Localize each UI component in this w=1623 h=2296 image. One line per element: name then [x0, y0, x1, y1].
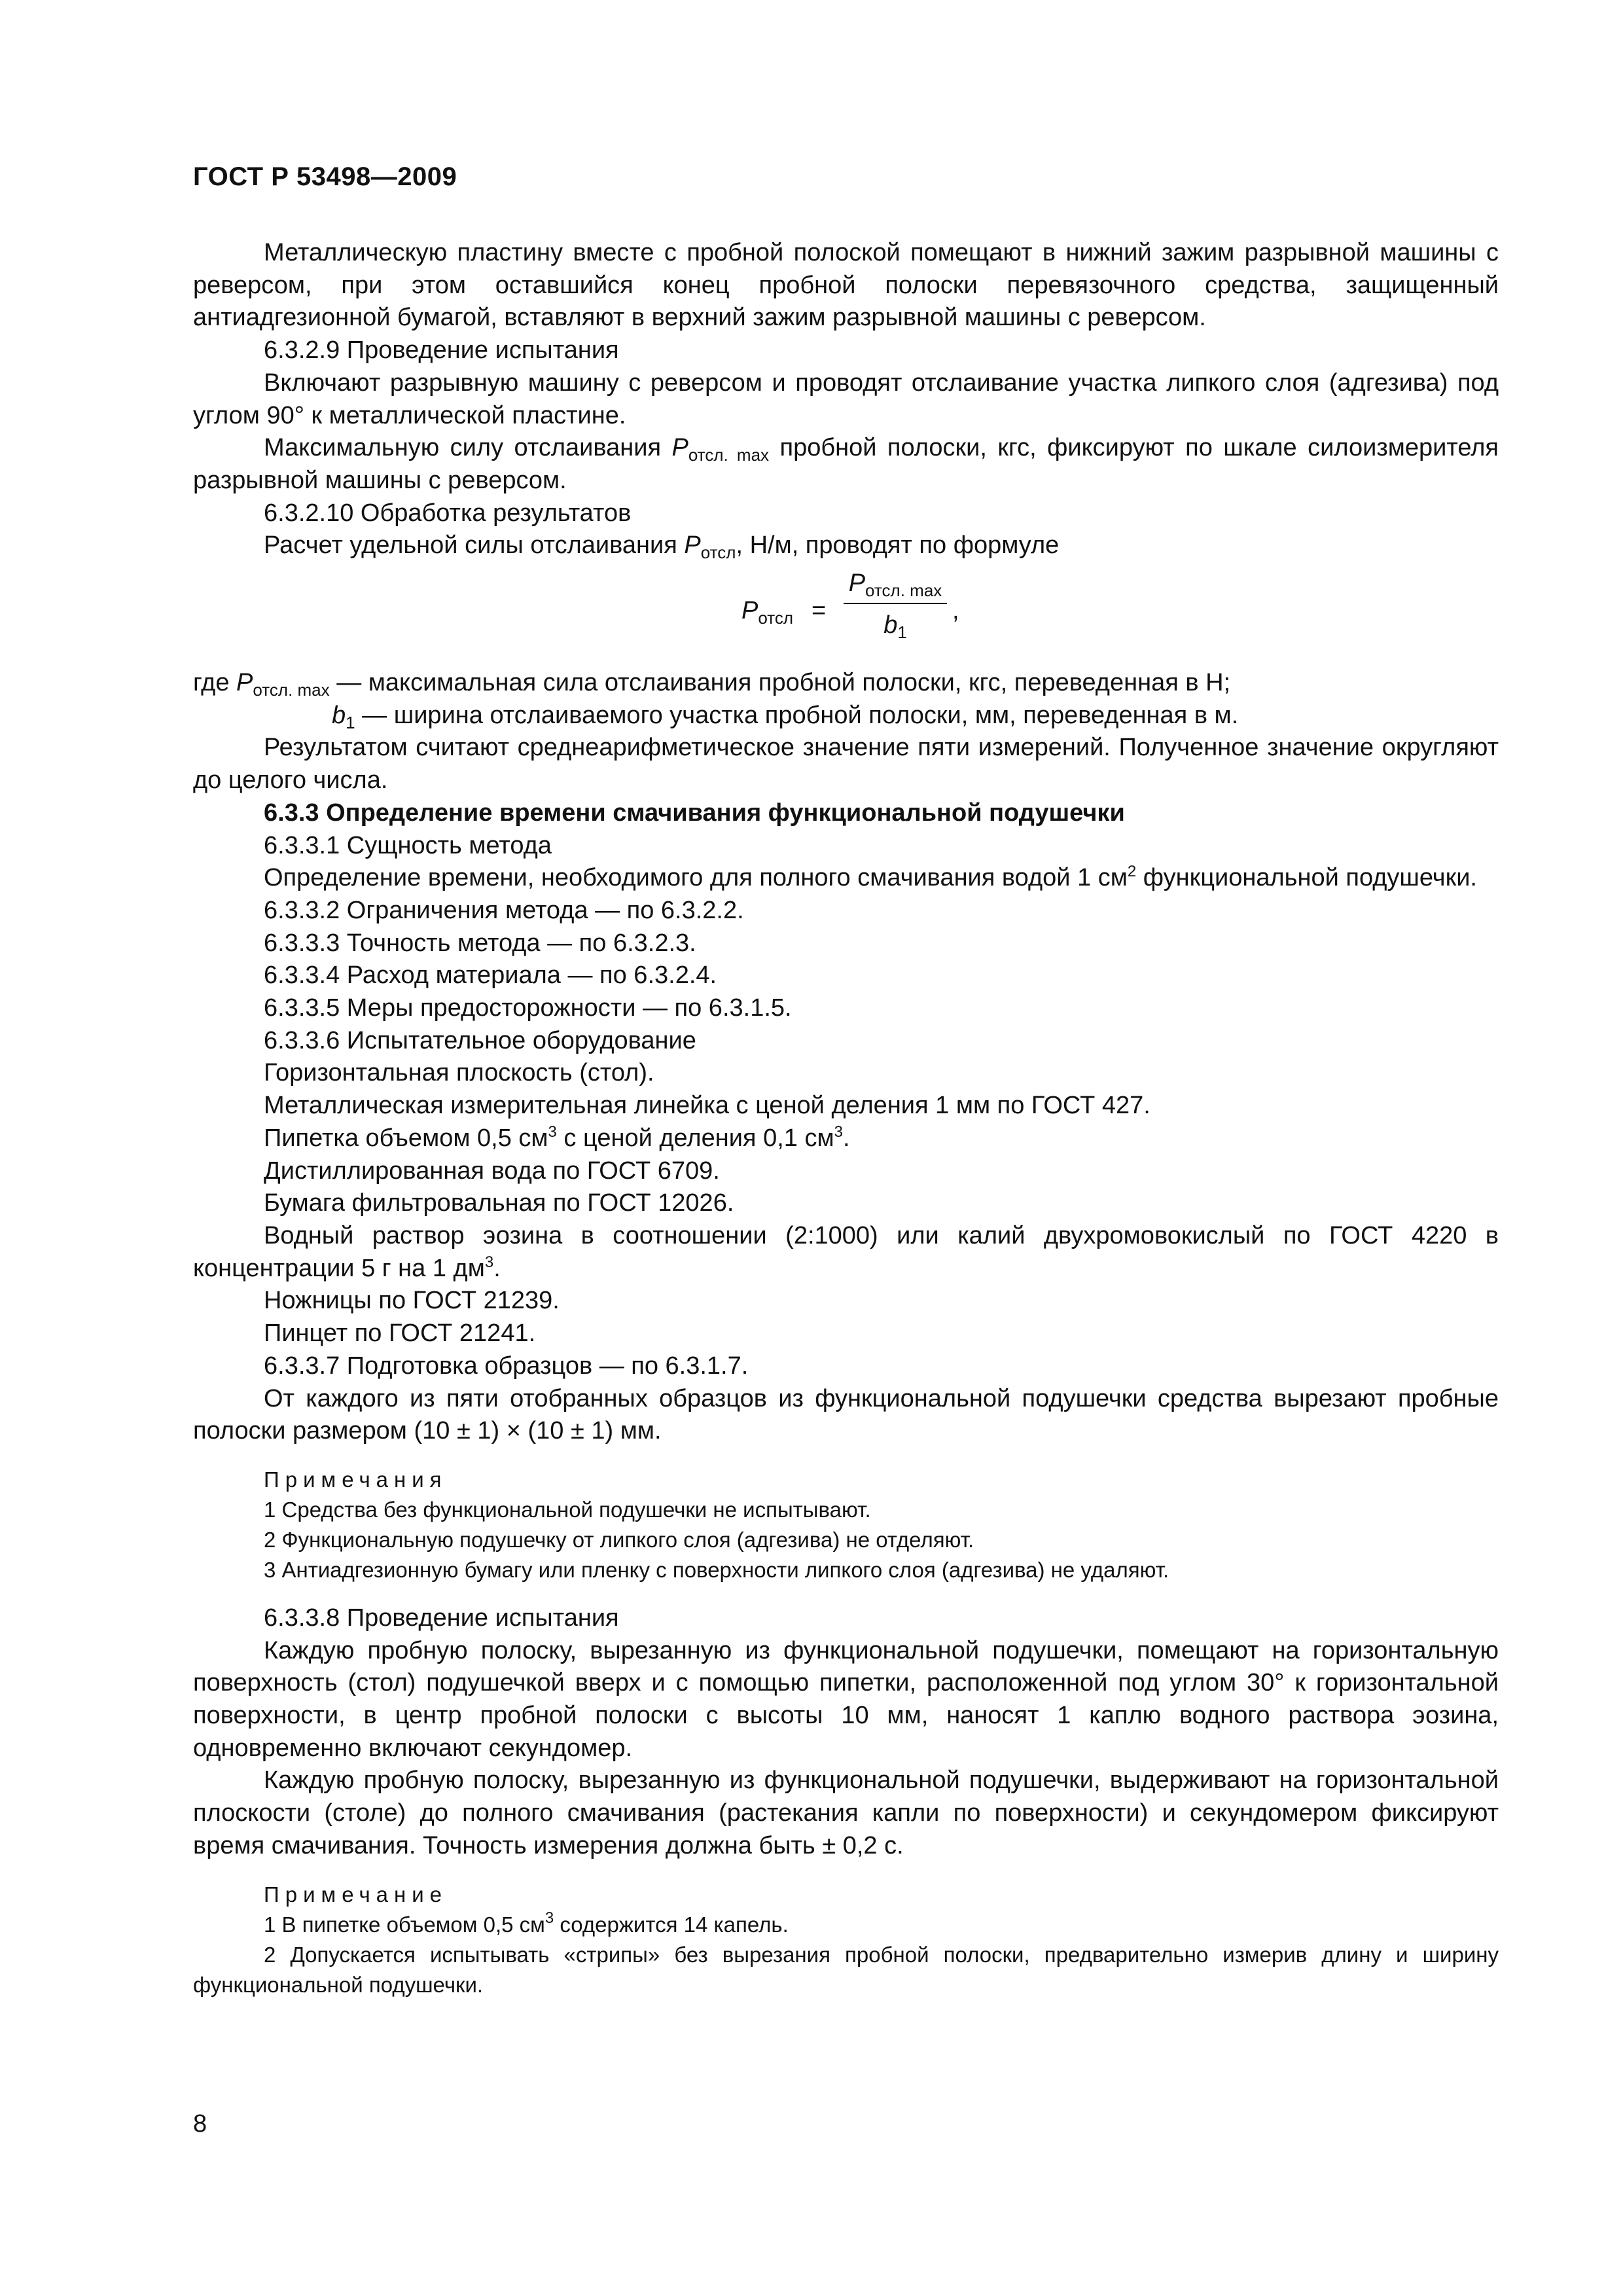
notes-block-1: [193, 1465, 1499, 1585]
note-item: 1 Средства без функциональной подушечки не испытывают.: [264, 1497, 871, 1522]
formula: [193, 567, 1499, 659]
note-item: 2 Функциональную подушечку от липкого слоя (адгезива) не отделяют.: [264, 1527, 974, 1552]
paragraph: Максимальную силу отслаивания $P_{отсл. max}$ пробной полоски, кгс, фиксируют по шкале силоизмерителя разрывной машины с реверсом.: [193, 434, 1499, 494]
paragraph: Расчет удельной силы отслаивания $P_{отсл}$, Н/м, проводят по формуле: [264, 531, 1060, 563]
formula-equals: =: [812, 597, 827, 625]
paragraph: От каждого из пяти отобранных образцов из функциональной подушечки средства вырезают пробные полоски размером (10 ± 1) × (10 ± 1) мм.: [193, 1384, 1499, 1445]
subsection-heading: 6.3.2.10 Обработка результатов: [264, 499, 632, 527]
note-item: 2 Допускается испытывать «стрипы» без вырезания пробной полоски, предварительно измерив длину и ширину функциональной подушечки.: [193, 1942, 1499, 1997]
equipment-item: Пипетка объемом 0,5 $см^3$ с ценой деления 0,1 $см^3$.: [264, 1122, 850, 1152]
notes-title: Примечания: [264, 1467, 448, 1492]
formula-legend: [193, 667, 1499, 732]
formula-comma: ,: [952, 597, 959, 625]
formula-fraction: [841, 567, 950, 642]
paragraph: Каждую пробную полоску, вырезанную из функциональной подушечки, помещают на горизонтальную поверхность (стол) подушечкой вверх и с помощью пипетки, расположенной под углом 30° к горизонтальной поверхности, в центр пробной полоски с высоты 10 мм, наносят 1 каплю водного раствора эозина, одновременно включают секундомер.: [193, 1636, 1499, 1762]
paragraph: Включают разрывную машину с реверсом и проводят отслаивание участка липкого слоя (адгезива) под углом 90° к металлической пластине.: [193, 368, 1499, 429]
equipment-item: Горизонтальная плоскость (стол).: [264, 1059, 654, 1087]
subsection-heading: 6.3.3.5 Меры предосторожности — по 6.3.1.5.: [264, 994, 792, 1022]
page-number: 8: [193, 2110, 207, 2138]
subsection-heading: 6.3.3.3 Точность метода — по 6.3.2.3.: [264, 929, 696, 957]
formula-numerator: $P_{отсл. max}$: [848, 569, 942, 601]
equipment-item: Дистиллированная вода по ГОСТ 6709.: [264, 1157, 720, 1185]
subsection-heading: 6.3.2.9 Проведение испытания: [264, 336, 619, 365]
equipment-item: Пинцет по ГОСТ 21241.: [264, 1319, 536, 1348]
equipment-item: Водный раствор эозина в соотношении (2:1000) или калий двухромовокислый по ГОСТ 4220 в концентрации 5 г на 1 $дм^3$.: [193, 1221, 1499, 1282]
note-item: 3 Антиадгезионную бумагу или пленку с поверхности липкого слоя (адгезива) не удаляют.: [264, 1557, 1169, 1582]
paragraph: Каждую пробную полоску, вырезанную из функциональной подушечки, выдерживают на горизонтальной плоскости (столе) до полного смачивания (растекания капли по поверхности) и секундомером фиксируют время смачивания. Точность измерения должна быть ± 0,2 с.: [193, 1767, 1499, 1859]
subsection-heading: 6.3.3.7 Подготовка образцов — по 6.3.1.7.: [264, 1352, 749, 1380]
subsection-heading: 6.3.3.6 Испытательное оборудование: [264, 1026, 696, 1054]
section-heading: 6.3.3 Определение времени смачивания функциональной подушечки: [264, 798, 1125, 827]
equipment-item: Бумага фильтровальная по ГОСТ 12026.: [264, 1189, 734, 1217]
paragraph: Металлическую пластину вместе с пробной полоской помещают в нижний зажим разрывной машины с реверсом, при этом оставшийся конец пробной полоски перевязочного средства, защищенный антиадгезионной бумагой, вставляют в верхний зажим разрывной машины с реверсом.: [193, 239, 1499, 332]
subsection-heading: 6.3.3.4 Расход материала — по 6.3.2.4.: [264, 961, 717, 990]
note-item: 1 В пипетке объемом 0,5 $см^3$ содержится 14 капель.: [264, 1909, 789, 1937]
formula-denominator: $b_1$: [883, 611, 907, 643]
subsection-heading: 6.3.3.2 Ограничения метода — по 6.3.2.2.: [264, 896, 744, 924]
document-body: [193, 237, 1499, 2017]
equipment-item: Ножницы по ГОСТ 21239.: [264, 1287, 560, 1315]
equipment-item: Металлическая измерительная линейка с ценой деления 1 мм по ГОСТ 427.: [264, 1092, 1150, 1120]
paragraph: Результатом считают среднеарифметическое значение пяти измерений. Полученное значение округляют до целого числа.: [193, 734, 1499, 795]
notes-title: Примечание: [264, 1882, 448, 1907]
paragraph: Определение времени, необходимого для полного смачивания водой 1 $см^2$ функциональной подушечки.: [264, 863, 1477, 892]
notes-block-2: [193, 1880, 1499, 2000]
legend-row-p: где $P_{отсл. max}$ — максимальная сила отслаивания пробной полоски, кгс, переведенная в Н;: [193, 669, 1231, 700]
subsection-heading: 6.3.3.8 Проведение испытания: [264, 1604, 619, 1632]
formula-lhs: $P_{отсл}$: [741, 597, 794, 628]
document-header: ГОСТ Р 53498—2009: [193, 162, 457, 191]
subsection-heading: 6.3.3.1 Сущность метода: [264, 831, 552, 859]
legend-row-b: $b_1$ — ширина отслаиваемого участка пробной полоски, мм, переведенная в м.: [332, 701, 1239, 732]
